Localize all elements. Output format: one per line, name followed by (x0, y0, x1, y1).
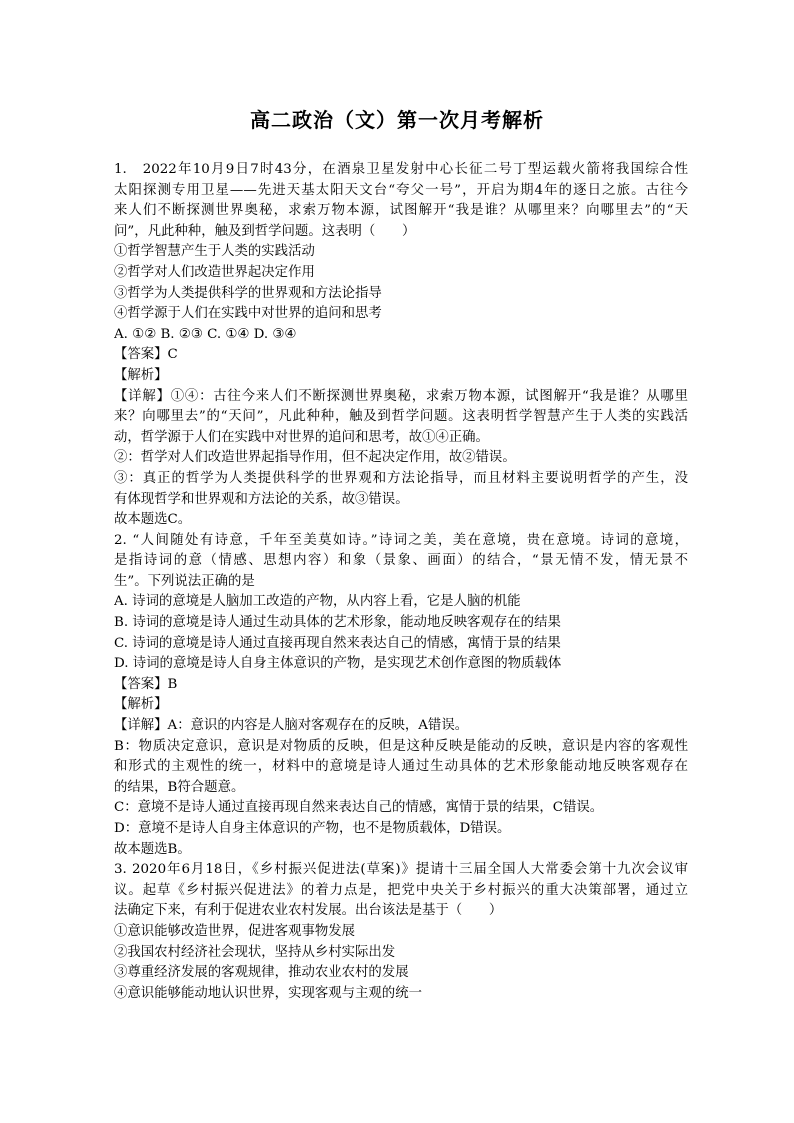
text-line: 故本题选C。 (114, 512, 192, 528)
text-line: 来人们不断探测世界奥秘，求索万物本源，试图解开“我是谁？从哪里来？向哪里去”的“天 (114, 203, 688, 219)
text-line: 和形式的主观性的统一，材料中的意境是诗人通过生动具体的艺术形象能动地反映客观存在 (114, 759, 688, 775)
text-line: 2. “人间随处有诗意，千年至美莫如诗。”诗词之美，美在意境，贵在意境。诗词的意境， (114, 532, 688, 548)
text-line: 议。起草《乡村振兴促进法》的着力点是，把党中央关于乡村振兴的重大决策部署，通过立 (114, 882, 688, 898)
analysis-label: 【解析】 (114, 697, 168, 713)
text-line: B：物质决定意识，意识是对物质的反映，但是这种反映是能动的反映，意识是内容的客观性 (114, 738, 688, 754)
option-line: ③哲学为人类提供科学的世界观和方法论指导 (114, 285, 382, 301)
option-line: ④哲学源于人们在实践中对世界的追问和思考 (114, 306, 382, 322)
analysis-label: 【解析】 (114, 367, 168, 383)
page-title: 高二政治（文）第一次月考解析 (250, 108, 544, 132)
text-line: 【详解】A：意识的内容是人脑对客观存在的反映，A错误。 (114, 718, 469, 734)
text-line: 是指诗词的意（情感、思想内容）和象（景象、画面）的结合，“景无情不发，情无景不 (114, 553, 688, 569)
answer-label: 【答案】C (114, 347, 178, 363)
text-line: 生”。下列说法正确的是 (114, 573, 255, 589)
option-line: ①意识能够改造世界，促进客观事物发展 (114, 923, 356, 939)
option-line: ②哲学对人们改造世界起决定作用 (114, 264, 315, 280)
text-line: 3. 2020年6月18日，《乡村振兴促进法(草案)》提请十三届全国人大常委会第十九次会议审 (114, 862, 688, 878)
text-line: 问”，凡此种种，触及到哲学问题。这表明（ ） (114, 223, 416, 239)
option-line: ②我国农村经济社会现状，坚持从乡村实际出发 (114, 944, 396, 960)
option-line: C. 诗词的意境是诗人通过直接再现自然来表达自己的情感，寓情于景的结果 (114, 635, 561, 651)
text-line: D：意境不是诗人自身主体意识的产物，也不是物质载体，D错误。 (114, 821, 511, 836)
option-line: ③尊重经济发展的客观规律，推动农业农村的发展 (114, 965, 409, 981)
text-line: 【详解】①④：古往今来人们不断探测世界奥秘，求索万物本源，试图解开“我是谁？从哪里 (114, 388, 688, 404)
choice-line: A. ①② B. ②③ C. ①④ D. ③④ (114, 326, 297, 342)
text-line: 太阳探测专用卫星——先进天基太阳天文台“夸父一号”，开启为期4年的逐日之旅。古往今 (114, 182, 688, 198)
text-line: ③：真正的哲学为人类提供科学的世界观和方法论指导，而且材料主要说明哲学的产生，没 (114, 470, 688, 486)
option-line: A. 诗词的意境是人脑加工改造的产物，从内容上看，它是人脑的机能 (114, 594, 521, 610)
text-line: 故本题选B。 (114, 841, 191, 857)
answer-label: 【答案】B (114, 676, 178, 692)
text-line: 动，哲学源于人们在实践中对世界的追问和思考，故①④正确。 (114, 429, 489, 445)
text-line: 来？向哪里去”的“天问”，凡此种种，触及到哲学问题。这表明哲学智慧产生于人类的实践活 (114, 409, 688, 425)
option-line: D. 诗词的意境是诗人自身主体意识的产物，是实现艺术创作意图的物质载体 (114, 656, 562, 672)
text-line: 的结果，B符合题意。 (114, 779, 245, 795)
option-line: B. 诗词的意境是诗人通过生动具体的艺术形象，能动地反映客观存在的结果 (114, 615, 561, 631)
text-line: 1. 2022年10月9日7时43分，在酒泉卫星发射中心长征二号丁型运载火箭将我国综合性 (114, 162, 688, 177)
text-line: 有体现哲学和世界观和方法论的关系，故③错误。 (114, 491, 409, 507)
text-line: ②：哲学对人们改造世界起指导作用，但不起决定作用，故②错误。 (114, 450, 516, 466)
text-line: 法确定下来，有利于促进农业农村发展。出台该法是基于（ ） (114, 903, 503, 919)
option-line: ①哲学智慧产生于人类的实践活动 (114, 244, 315, 260)
text-line: C：意境不是诗人通过直接再现自然来表达自己的情感，寓情于景的结果，C错误。 (114, 800, 604, 816)
document-body (114, 160, 688, 1004)
option-line: ④意识能够能动地认识世界，实现客观与主观的统一 (114, 985, 422, 1001)
